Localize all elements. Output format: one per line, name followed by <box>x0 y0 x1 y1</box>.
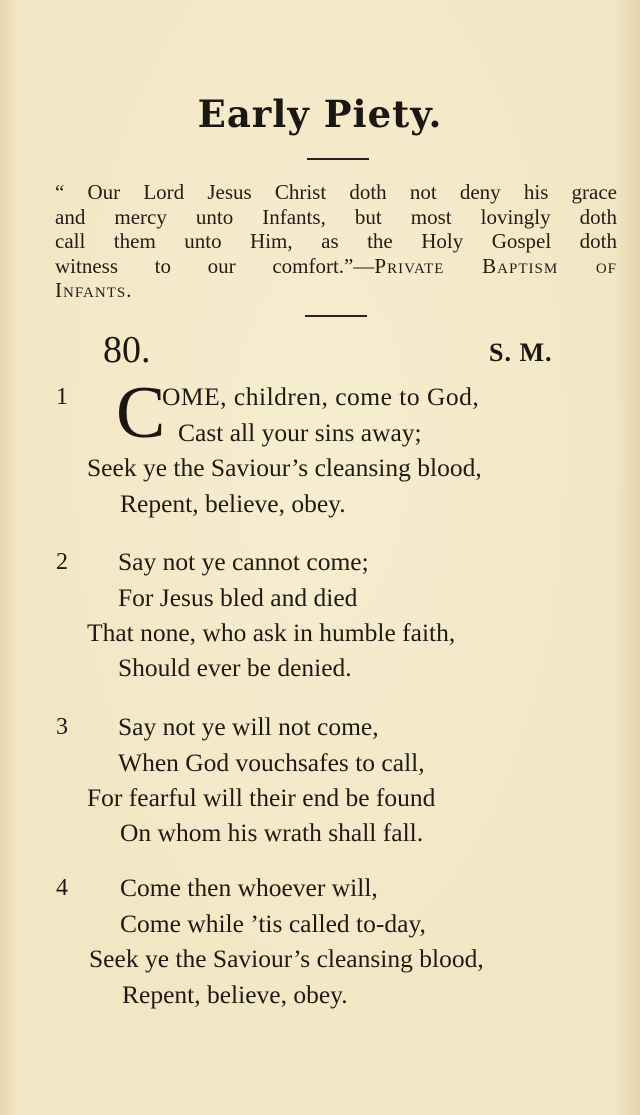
epigraph-line-4 <box>55 254 617 279</box>
verse-1-line-4: Repent, believe, obey. <box>120 489 346 518</box>
verse-3-line-3: For fearful will their end be found <box>87 783 436 812</box>
verse-1-line-3: Seek ye the Saviour’s cleansing blood, <box>87 453 482 482</box>
epigraph-line-1: “ Our Lord Jesus Christ doth not deny his grace <box>55 180 617 204</box>
verse-4-line-3: Seek ye the Saviour’s cleansing blood, <box>89 944 484 973</box>
verse-1-line-2: Cast all your sins away; <box>178 418 422 447</box>
epigraph-source: Private Baptism of <box>374 253 617 278</box>
drop-cap: C <box>116 372 166 454</box>
epigraph-divider <box>305 315 367 317</box>
verse-number-2: 2 <box>56 549 68 575</box>
section-title: Early Piety. <box>197 92 443 136</box>
verse-3-line-2: When God vouchsafes to call, <box>118 748 425 777</box>
epigraph-line-3: call them unto Him, as the Holy Gospel doth <box>55 229 617 253</box>
verse-2-line-4: Should ever be denied. <box>118 653 352 682</box>
epigraph-source-end: Infants. <box>55 278 133 302</box>
verse-4-line-1: Come then whoever will, <box>120 873 378 902</box>
hymn-number: 80. <box>103 329 151 371</box>
verse-4-line-2: Come while ’tis called to-day, <box>120 909 426 938</box>
verse-number-3: 3 <box>56 714 68 740</box>
verse-2-line-3: That none, who ask in humble faith, <box>87 618 456 647</box>
verse-number-1: 1 <box>56 384 68 410</box>
verse-3-line-4: On whom his wrath shall fall. <box>120 818 424 847</box>
verse-4-line-4: Repent, believe, obey. <box>122 980 348 1009</box>
verse-2-line-2: For Jesus bled and died <box>118 583 358 612</box>
verse-number-4: 4 <box>56 875 68 901</box>
title-divider <box>307 158 369 160</box>
verse-3-line-1: Say not ye will not come, <box>118 712 379 741</box>
verse-2-line-1: Say not ye cannot come; <box>118 547 369 576</box>
hymn-meter: S. M. <box>489 338 553 367</box>
epigraph-line-2: and mercy unto Infants, but most lovingly doth <box>55 204 617 229</box>
epigraph <box>55 180 617 303</box>
epigraph-line-4-text: witness to our comfort.”— <box>55 253 375 278</box>
verse-1-line-1: OME, children, come to God, <box>162 382 480 411</box>
